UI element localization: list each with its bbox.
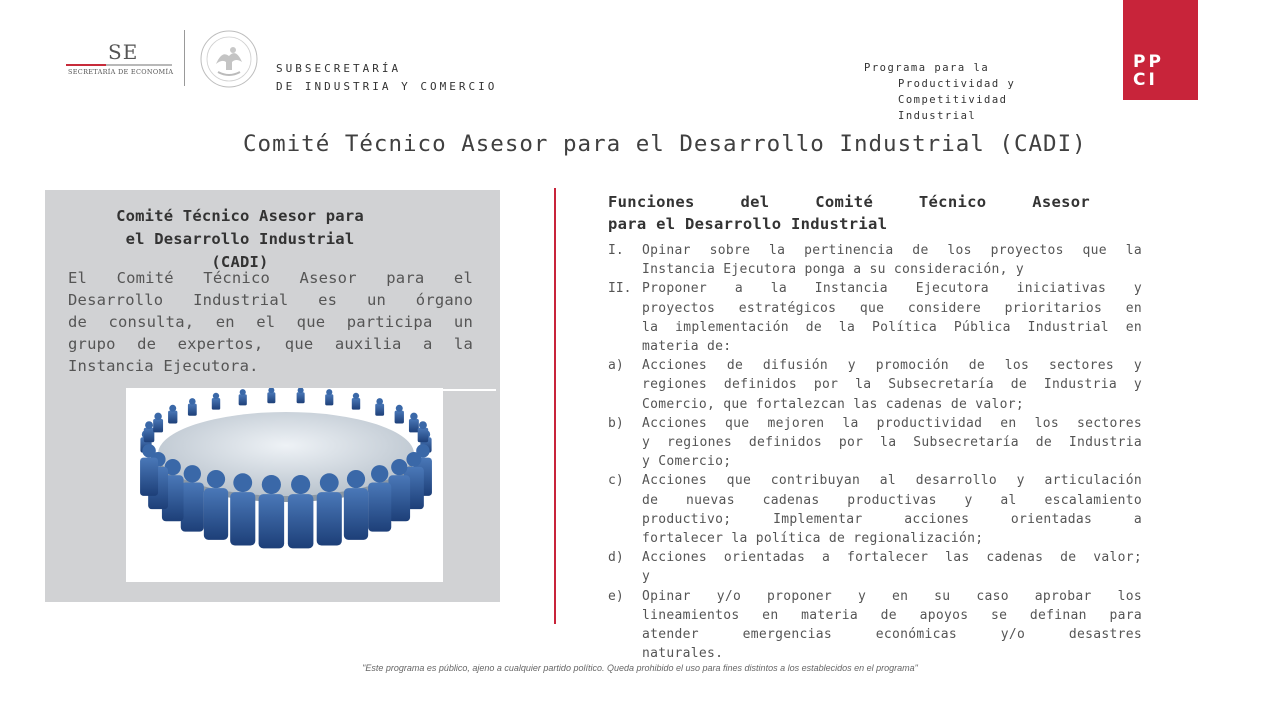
- se-logo-rule: [66, 64, 172, 66]
- function-item-label: II.: [608, 281, 632, 297]
- programa-label: Programa para la: [864, 62, 990, 74]
- se-logo: [66, 40, 176, 80]
- panel-description-line: grupo de expertos, que auxilia a la: [68, 335, 473, 353]
- panel-title-3: (CADI): [211, 253, 269, 271]
- functions-title-2: para el Desarrollo Industrial: [608, 215, 888, 233]
- function-item-line: materia de:: [642, 339, 732, 354]
- function-item-line: Acciones orientadas a fortalecer las cadenas de valor;: [642, 550, 1142, 566]
- function-item-line: Opinar y/o proponer y en su caso aprobar los: [642, 588, 1142, 604]
- functions-title: Funciones del Comité Técnico Asesor: [608, 193, 1090, 211]
- function-item-line: y: [642, 569, 651, 585]
- function-item-label: I.: [608, 243, 624, 258]
- function-item-line: Acciones de difusión y promoción de los sectores y: [642, 358, 1142, 374]
- function-item-label: a): [608, 358, 624, 374]
- function-item-label: e): [608, 588, 624, 604]
- column-divider: [554, 188, 556, 624]
- description-rule: [443, 389, 496, 391]
- panel-description-line: Desarrollo Industrial es un órgano: [68, 291, 473, 309]
- ppci-badge: [1123, 0, 1198, 100]
- se-logo-fullname: SECRETARÍA DE ECONOMÍA: [68, 68, 174, 76]
- round-table-meeting-icon: [126, 388, 443, 582]
- function-item-line: Proponer a la Instancia Ejecutora iniciativas y: [642, 281, 1142, 297]
- function-item-line: Comercio, que fortalezcan las cadenas de valor;: [642, 396, 1024, 412]
- ppci-badge-line1: PP: [1133, 52, 1164, 72]
- subsecretaria-label-2: DE INDUSTRIA Y COMERCIO: [276, 80, 498, 93]
- function-item-line: fortalecer la política de regionalización;: [642, 531, 984, 546]
- function-item-line: atender emergencias económicas y/o desastres: [642, 627, 1142, 642]
- programa-label-4: Industrial: [898, 110, 977, 122]
- programa-label-2: Productividad y: [898, 78, 1016, 90]
- function-item-line: de nuevas cadenas productivas y al escalamiento: [642, 492, 1142, 508]
- function-item-line: lineamientos en materia de apoyos se definan para: [642, 607, 1142, 623]
- function-item-line: Acciones que contribuyan al desarrollo y articulación: [642, 473, 1142, 489]
- function-item-line: la implementación de la Política Pública Industrial en: [642, 319, 1142, 335]
- panel-title-2: el Desarrollo Industrial: [125, 230, 355, 248]
- function-item-line: Opinar sobre la pertinencia de los proyectos que la: [642, 243, 1142, 258]
- eagle-seal-icon: [196, 28, 262, 90]
- function-item-label: c): [608, 473, 624, 489]
- panel-description-line: de consulta, en el que participa un: [68, 313, 473, 331]
- function-item-label: d): [608, 550, 624, 566]
- function-item-line: Acciones que mejoren la productividad en los sectores: [642, 415, 1142, 431]
- function-item-line: proyectos estratégicos que considere prioritarios en: [642, 300, 1142, 316]
- panel-title: Comité Técnico Asesor para: [116, 207, 364, 225]
- function-item-line: naturales.: [642, 646, 724, 662]
- page-title: Comité Técnico Asesor para el Desarrollo Industrial (CADI): [243, 131, 1087, 157]
- footer-disclaimer: "Este programa es público, ajeno a cualquier partido político. Queda prohibido el uso para fines distintos a los establecidos en el programa": [362, 663, 918, 673]
- function-item-line: y Comercio;: [642, 454, 732, 470]
- function-item-label: b): [608, 415, 624, 431]
- function-item-line: productivo; Implementar acciones orientadas a: [642, 511, 1142, 527]
- subsecretaria-label: SUBSECRETARÍA: [276, 62, 402, 75]
- panel-description-line: El Comité Técnico Asesor para el: [68, 269, 473, 287]
- function-item-line: regiones definidos por la Subsecretaría de Industria y: [642, 377, 1142, 393]
- function-item-line: Instancia Ejecutora ponga a su consideración, y: [642, 262, 1024, 278]
- panel-description-line: Instancia Ejecutora.: [68, 357, 259, 375]
- header-divider: [184, 30, 185, 86]
- ppci-badge-line2: CI: [1133, 70, 1158, 90]
- function-item-line: y regiones definidos por la Subsecretaría de Industria: [642, 435, 1142, 450]
- se-logo-abbr: SE: [108, 40, 139, 64]
- programa-label-3: Competitividad: [898, 94, 1008, 106]
